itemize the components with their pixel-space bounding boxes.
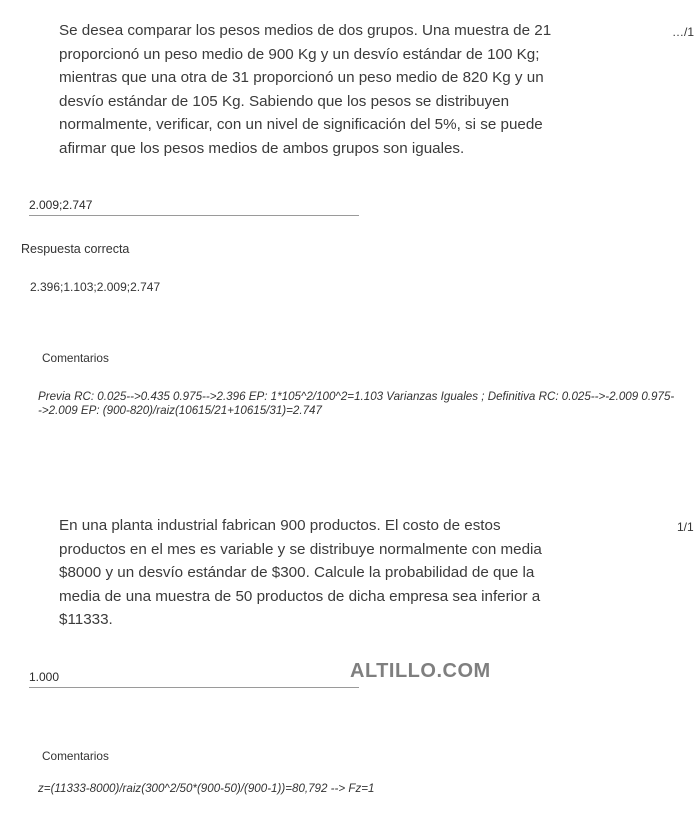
question-2-text: En una planta industrial fabrican 900 productos. El costo de estos productos en el mes es variable y se distribuye normalmente con media $8000 y un desvío estándar de $300. Calcule la probabilidad de que la media de una muestra de 50 productos de dicha empresa sea inferior a $11333. xyxy=(59,517,542,628)
question-1-score: …/1 xyxy=(672,25,695,39)
question-2-comment: z=(11333-8000)/raiz(300^2/50*(900-50)/(900-1))=80,792 --> Fz=1 xyxy=(38,782,375,795)
correct-answer-label: Respuesta correcta xyxy=(21,242,130,256)
question-1-comments-title: Comentarios xyxy=(42,351,109,365)
correct-answer-value: 2.396;1.103;2.009;2.747 xyxy=(30,280,161,294)
question-2-comments-title: Comentarios xyxy=(42,749,109,763)
question-1-text: Se desea comparar los pesos medios de dos grupos. Una muestra de 21 proporcionó un peso medio de 900 Kg y un desvío estándar de 100 Kg; mientras que una otra de 31 proporcionó un peso medio de 820 Kg y un desvío estándar de 105 Kg. Sabiendo que los pesos se distribuyen normalmente, verificar, con un nivel de significación del 5%, si se puede afirmar que los pesos medios de ambos grupos son iguales. xyxy=(59,22,552,157)
watermark-logo: ALTILLO.COM xyxy=(350,660,491,682)
question-2-answer-field[interactable]: 1.000 xyxy=(29,670,359,688)
question-1-answer-field[interactable]: 2.009;2.747 xyxy=(29,198,359,216)
question-2-score: 1/1 xyxy=(677,520,694,534)
question-1-comment: Previa RC: 0.025-->0.435 0.975-->2.396 EP: 1*105^2/100^2=1.103 Varianzas Iguales ; Definitiva RC: 0.025-->-2.009 0.975-->2.009 EP: (900-820)/raiz(10615/21+10615/31)=2.747 xyxy=(38,390,675,417)
